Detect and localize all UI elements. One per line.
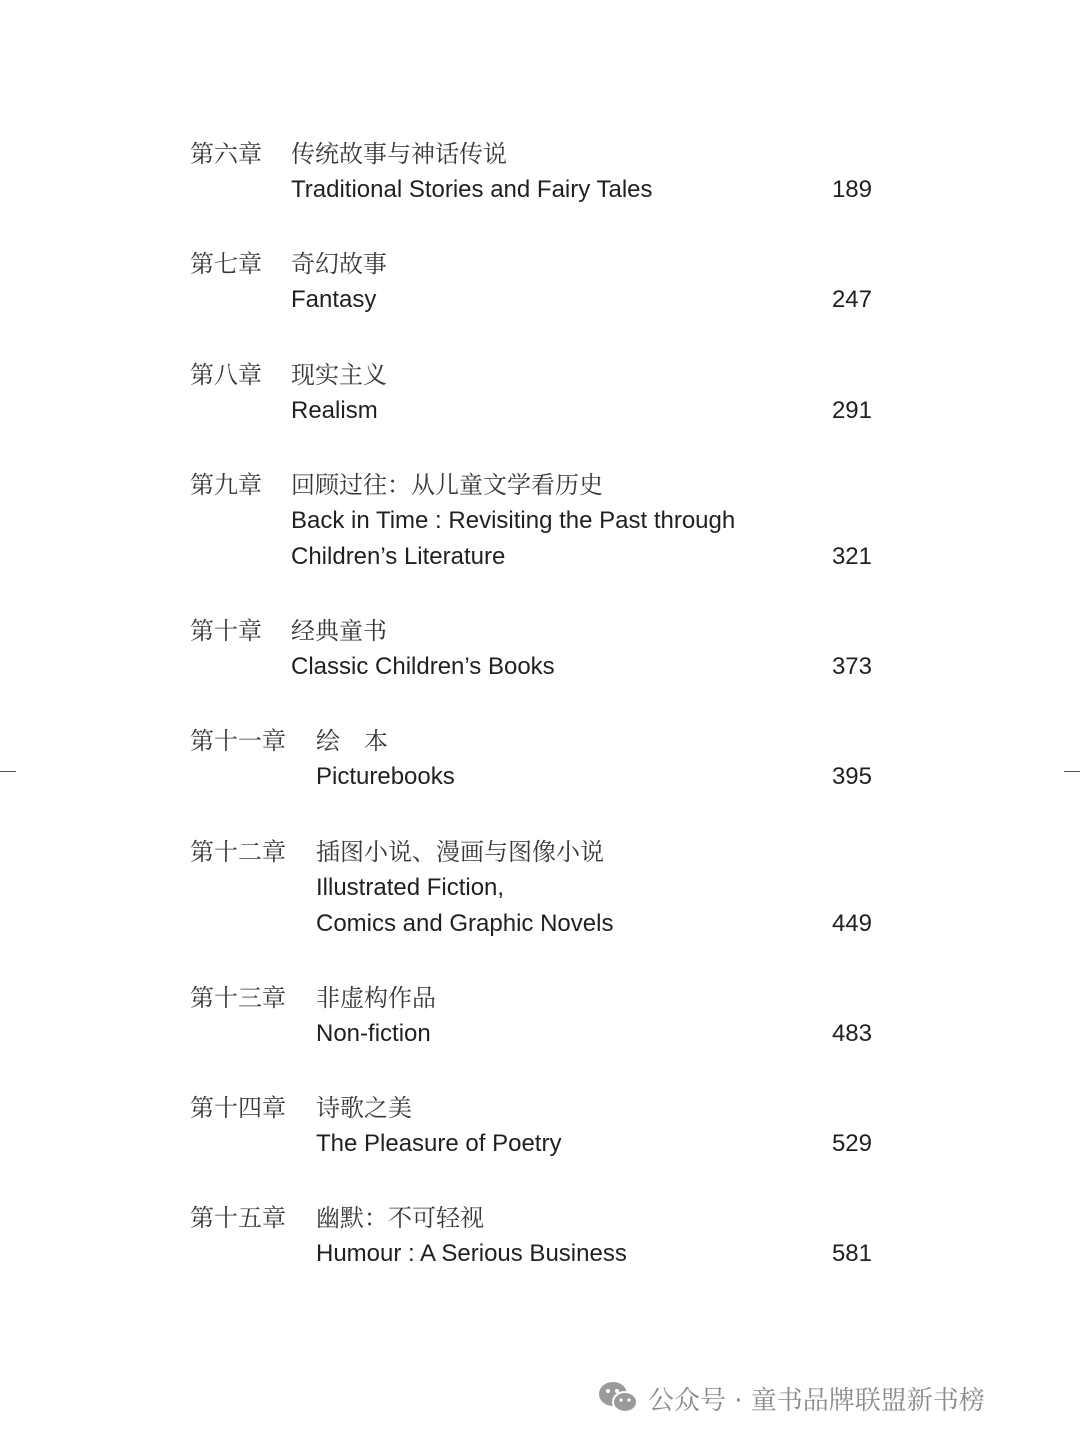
chapter-number: 第十五章 (190, 1204, 286, 1232)
chapter-number: 第八章 (190, 361, 262, 389)
page-number: 189 (831, 176, 872, 203)
chapter-title-en: Back in Time : Revisiting the Past through (291, 507, 736, 534)
chapter-title-cn: 经典童书 (291, 617, 387, 645)
chapter-title-cn: 回顾过往：从儿童文学看历史 (291, 471, 603, 499)
chapter-title-cn: 幽默：不可轻视 (316, 1204, 484, 1232)
chapter-number: 第九章 (190, 471, 262, 499)
page-number: 395 (831, 763, 872, 790)
chapter-title-en: Fantasy (291, 286, 377, 313)
chapter-title-en: Realism (291, 397, 378, 424)
page-number: 581 (831, 1240, 872, 1267)
chapter-title-en: Non-fiction (316, 1020, 431, 1047)
watermark-text: 公众号 · 童书品牌联盟新书榜 (648, 1385, 985, 1416)
chapter-title-cn: 绘 本 (316, 727, 388, 755)
chapter-number: 第十二章 (190, 838, 286, 866)
watermark (598, 1378, 985, 1418)
chapter-title-cn: 诗歌之美 (316, 1094, 412, 1122)
wechat-icon (598, 1380, 638, 1416)
chapter-title-en: Traditional Stories and Fairy Tales (291, 176, 653, 203)
crop-mark-right (1064, 771, 1080, 772)
chapter-number: 第十一章 (190, 727, 286, 755)
chapter-title-cn: 现实主义 (291, 361, 387, 389)
chapter-title-en: Humour : A Serious Business (316, 1240, 627, 1267)
page-number: 373 (831, 653, 872, 680)
chapter-title-cn: 插图小说、漫画与图像小说 (316, 838, 604, 866)
chapter-title-en: Picturebooks (316, 763, 455, 790)
page-number: 247 (831, 286, 872, 313)
chapter-title-cn: 奇幻故事 (291, 250, 387, 278)
page-number: 483 (831, 1020, 872, 1047)
chapter-title-cn: 传统故事与神话传说 (291, 140, 507, 168)
chapter-title-en: Children’s Literature (291, 543, 506, 570)
page-number: 291 (831, 397, 872, 424)
page-number: 449 (831, 910, 872, 937)
chapter-title-en: Illustrated Fiction, (316, 874, 505, 901)
chapter-number: 第六章 (190, 140, 262, 168)
chapter-title-en: The Pleasure of Poetry (316, 1130, 562, 1157)
page-number: 529 (831, 1130, 872, 1157)
chapter-number: 第十章 (190, 617, 262, 645)
crop-mark-left (0, 771, 16, 772)
chapter-title-en: Classic Children’s Books (291, 653, 555, 680)
chapter-number: 第七章 (190, 250, 262, 278)
page-number: 321 (831, 543, 872, 570)
chapter-number: 第十四章 (190, 1094, 286, 1122)
chapter-number: 第十三章 (190, 984, 286, 1012)
chapter-title-cn: 非虚构作品 (316, 984, 436, 1012)
chapter-title-en: Comics and Graphic Novels (316, 910, 614, 937)
